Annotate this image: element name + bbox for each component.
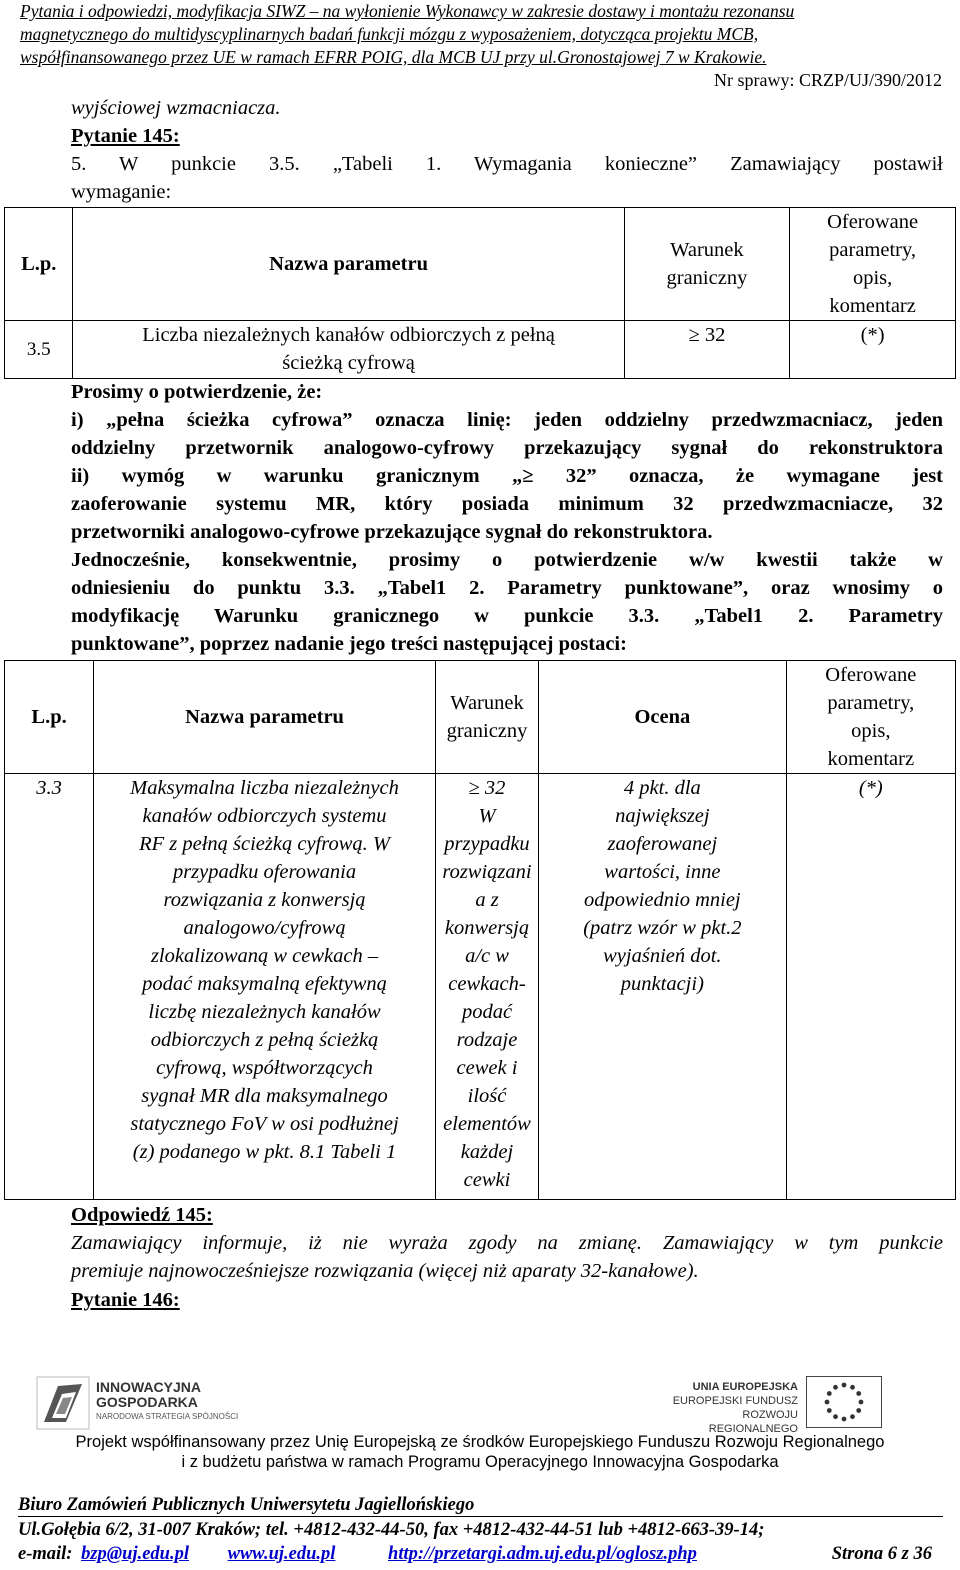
requirement-table-original: [4, 207, 956, 379]
t1-row-name: [73, 321, 624, 379]
t1-header-name: Nazwa parametru: [73, 208, 624, 321]
header-line-2: magnetycznego do multidyscyplinarnych badań funkcji mózgu z wyposażeniem, dotycząca projektu MCB,: [20, 24, 759, 44]
innovative-economy-logo: [36, 1376, 266, 1430]
t2-cond-line: każdej: [460, 1141, 514, 1163]
t2-score-line: największej: [615, 805, 710, 827]
t2-row-lp: 3.3: [5, 774, 94, 1200]
page-number: Strona 6 z 36: [831, 1544, 932, 1564]
t1-header-condition-2: graniczny: [666, 267, 748, 289]
q145-line-7: Jednocześnie, konsekwentnie, prosimy o potwierdzenie w/w kwestii także w: [71, 549, 943, 571]
q145-line-3: oddzielny przetwornik analogowo-cyfrowy przekazujący sygnał do rekonstruktora: [71, 437, 943, 459]
website-link[interactable]: www.uj.edu.pl: [227, 1544, 336, 1564]
question-145-label: Pytanie 145:: [71, 125, 180, 147]
q145-line-8: odniesieniu do punktu 3.3. „Tabel1 2. Parametry punktowane”, oraz wnosimy o: [71, 577, 943, 599]
innovative-economy-emblem-icon: [36, 1376, 90, 1430]
q145-line-2: i) „pełna ścieżka cyfrowa” oznacza linię: jeden oddzielny przedwzmacniacz, jeden: [71, 409, 943, 431]
eu-line-3: ROZWOJU REGIONALNEGO: [708, 1409, 798, 1435]
ig-line-1: INNOWACYJNA: [96, 1379, 202, 1395]
email-label: e-mail:: [18, 1544, 73, 1564]
t2-header-lp: L.p.: [5, 661, 94, 774]
t2-name-line: rozwiązania z konwersją: [163, 889, 366, 911]
requirement-table-proposed: [4, 660, 956, 1200]
t2-row-offer: (*): [786, 774, 955, 1200]
eu-line-1: UNIA EUROPEJSKA: [692, 1381, 798, 1393]
project-funding-line-2: i z budżetu państwa w ramach Programu Operacyjnego Innowacyjna Gospodarka: [181, 1453, 779, 1471]
t1-header-condition-1: Warunek: [670, 239, 744, 261]
t2-cond-line: konwersją: [444, 917, 530, 939]
t2-name-line: analogowo/cyfrową: [183, 917, 346, 939]
header-line-3: współfinansowanego przez UE w ramach EFRR POIG, dla MCB UJ przy ul.Gronostajowej 7 w Krakowie.: [20, 47, 767, 67]
q145-line-4: ii) wymóg w warunku granicznym „≥ 32” oznacza, że wymagane jest: [71, 465, 943, 487]
q145-line-9: modyfikację Warunku granicznego w punkcie 3.3. „Tabel1 2. Parametry: [71, 605, 943, 627]
t1-header-offer: [790, 208, 956, 321]
t2-name-line: kanałów odbiorczych systemu: [142, 805, 387, 827]
t2-cond-line: rodzaje: [456, 1029, 518, 1051]
t2-score-line: zaoferowanej: [607, 833, 718, 855]
previous-answer-tail: wyjściowej wzmacniacza.: [71, 97, 281, 119]
t2-name-line: statycznego FoV w osi podłużnej: [130, 1113, 399, 1135]
t2-cond-line: elementów: [443, 1113, 531, 1135]
t2-score-line: wartości, inne: [604, 861, 721, 883]
t2-name-line: podać maksymalną efektywną: [142, 973, 387, 995]
t2-header-condition: [435, 661, 538, 774]
t2-score-line: odpowiednio mniej: [584, 889, 741, 911]
t2-header-offer-1: Oferowane: [825, 664, 917, 686]
case-number: Nr sprawy: CRZP/UJ/390/2012: [713, 70, 942, 90]
t2-score-line: (patrz wzór w pkt.2: [583, 917, 742, 939]
question-145-intro: 5. W punkcie 3.5. „Tabeli 1. Wymagania konieczne” Zamawiający postawił: [71, 153, 943, 175]
t1-row-offer: (*): [790, 321, 956, 379]
question-145-intro-2: wymaganie:: [71, 181, 172, 203]
t2-cond-line: podać: [461, 1001, 513, 1023]
footer-rule: [18, 1516, 943, 1517]
eu-flag-icon: [806, 1376, 882, 1428]
t2-name-line: RF z pełną ścieżką cyfrową. W: [139, 833, 390, 855]
t2-header-offer-3: opis,: [851, 720, 891, 742]
t2-name-line: sygnał MR dla maksymalnego: [141, 1085, 388, 1107]
q145-line-10: punktowane”, poprzez nadanie jego treści następującej postaci:: [71, 633, 627, 655]
header-line-1: Pytania i odpowiedzi, modyfikacja SIWZ – na wyłonienie Wykonawcy w zakresie dostawy i montażu rezonansu: [20, 1, 795, 21]
eu-line-2: EUROPEJSKI FUNDUSZ: [672, 1395, 798, 1407]
t1-header-lp: L.p.: [5, 208, 73, 321]
footer-contact-line: [18, 1542, 938, 1566]
answer-145-line-1: Zamawiający informuje, iż nie wyraża zgody na zmianę. Zamawiający w tym punkcie: [71, 1232, 943, 1254]
t2-score-line: 4 pkt. dla: [623, 777, 701, 799]
t2-name-line: liczbę niezależnych kanałów: [148, 1001, 381, 1023]
answer-145-label: Odpowiedź 145:: [71, 1204, 213, 1226]
footer-org: Biuro Zamówień Publicznych Uniwersytetu Jagiellońskiego: [18, 1495, 475, 1515]
t2-cond-line: cewek i: [456, 1057, 518, 1079]
t2-cond-line: a/c w: [465, 945, 509, 967]
t1-header-condition: [624, 208, 790, 321]
t2-row-condition: [435, 774, 538, 1200]
t2-cond-line: ≥ 32: [468, 777, 506, 799]
t2-name-line: cyfrową, współtworzących: [156, 1057, 373, 1079]
t1-header-offer-1: Oferowane: [827, 211, 919, 233]
q145-line-1: Prosimy o potwierdzenie, że:: [71, 381, 323, 403]
t2-name-line: przypadku oferowania: [172, 861, 357, 883]
t1-row-name-2: ścieżką cyfrową: [282, 352, 415, 374]
t2-header-condition-2: graniczny: [446, 720, 528, 742]
ig-line-3: NARODOWA STRATEGIA SPÓJNOŚCI: [96, 1412, 239, 1421]
answer-145-line-2: premiuje najnowocześniejsze rozwiązania (więcej niż aparaty 32-kanałowe).: [71, 1260, 699, 1282]
t2-header-name: Nazwa parametru: [94, 661, 436, 774]
t2-header-offer-4: komentarz: [827, 748, 915, 770]
t2-header-offer: [786, 661, 955, 774]
q145-line-5: zaoferowanie systemu MR, który posiada minimum 32 przedwzmacniacze, 32: [71, 493, 943, 515]
question-145-body: [71, 378, 943, 658]
t2-name-line: zlokalizowaną w cewkach –: [150, 945, 379, 967]
t2-cond-line: ilość: [467, 1085, 507, 1107]
t2-name-line: odbiorczych z pełną ścieżką: [150, 1029, 379, 1051]
t1-header-offer-3: opis,: [852, 267, 893, 289]
t2-row-name: [94, 774, 436, 1200]
t2-cond-line: a z: [475, 889, 499, 911]
t2-header-condition-1: Warunek: [450, 692, 524, 714]
ig-line-2: GOSPODARKA: [96, 1394, 198, 1410]
t2-header-offer-2: parametry,: [827, 692, 915, 714]
q145-line-6: przetworniki analogowo-cyfrowe przekazujące sygnał do rekonstruktora.: [71, 521, 713, 543]
t2-name-line: (z) podanego w pkt. 8.1 Tabeli 1: [132, 1141, 397, 1163]
t1-header-offer-4: komentarz: [829, 295, 916, 317]
t2-cond-line: rozwiązani: [442, 861, 532, 883]
t1-row-lp: 3.5: [5, 321, 73, 379]
t2-row-score: [539, 774, 787, 1200]
t2-cond-line: W: [478, 805, 496, 827]
tenders-link[interactable]: http://przetargi.adm.uj.edu.pl/oglosz.php: [388, 1544, 697, 1564]
project-funding-line-1: Projekt współfinansowany przez Unię Europejską ze środków Europejskiego Funduszu Rozwoju Regionalnego: [75, 1433, 885, 1451]
eu-erdf-logo: [672, 1376, 912, 1435]
t1-row-name-1: Liczba niezależnych kanałów odbiorczych z pełną: [142, 324, 555, 346]
t1-row-condition: ≥ 32: [624, 321, 790, 379]
t1-header-offer-2: parametry,: [829, 239, 917, 261]
t2-header-score: Ocena: [539, 661, 787, 774]
t2-cond-line: przypadku: [444, 833, 530, 855]
t2-cond-line: cewkach-: [448, 973, 526, 995]
t2-score-line: punktacji): [620, 973, 704, 995]
footer-address: Ul.Gołębia 6/2, 31-007 Kraków; tel. +4812-432-44-50, fax +4812-432-44-51 lub +4812-663-39-14;: [18, 1520, 765, 1540]
t2-name-line: Maksymalna liczba niezależnych: [130, 777, 399, 799]
email-link[interactable]: bzp@uj.edu.pl: [81, 1544, 189, 1564]
question-146-label: Pytanie 146:: [71, 1289, 180, 1311]
t2-score-line: wyjaśnień dot.: [603, 945, 722, 967]
t2-cond-line: cewki: [463, 1169, 511, 1191]
